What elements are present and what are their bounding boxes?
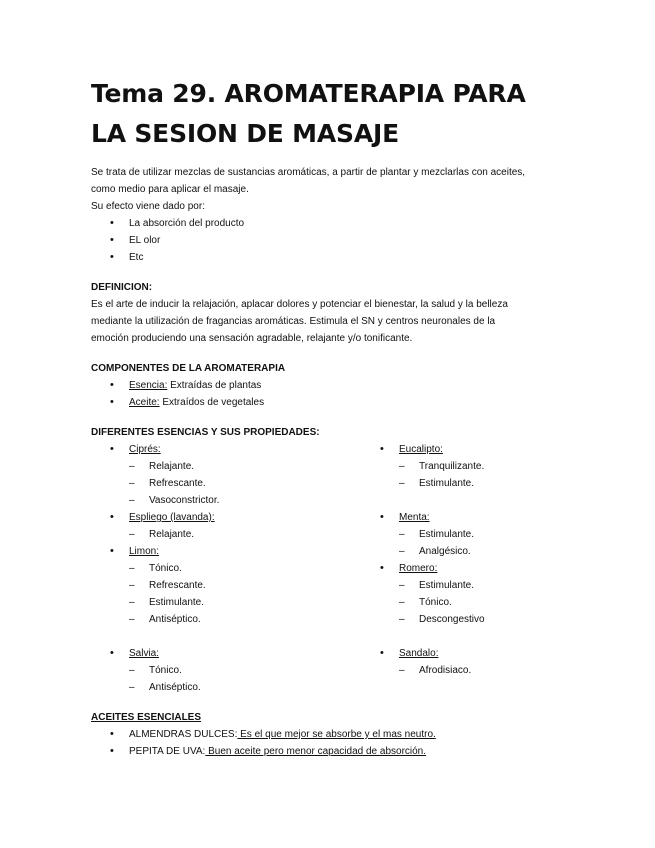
essence-item	[91, 509, 361, 543]
essence-name: Ciprés:	[129, 444, 161, 455]
essence-name: Romero:	[399, 563, 438, 574]
effects-list	[91, 215, 561, 266]
property-item: – Estimulante.	[399, 577, 561, 594]
essences-left-column	[91, 441, 361, 696]
essence-item	[91, 543, 361, 645]
component-term: Esencia:	[129, 380, 168, 391]
essences-right-column	[361, 441, 561, 696]
essence-properties	[129, 526, 361, 543]
section-heading: COMPONENTES DE LA AROMATERAPIA	[91, 363, 286, 374]
definition-line: Es el arte de inducir la relajación, aplacar dolores y potenciar el bienestar, la salud y la belleza	[91, 299, 508, 310]
essence-properties	[399, 458, 561, 492]
oil-desc: Buen aceite pero menor capacidad de absorción.	[205, 746, 427, 757]
oil-desc: Es el que mejor se absorbe y el mas neutro.	[237, 729, 436, 740]
components-list	[91, 377, 561, 411]
definition-line: emoción produciendo una sensación agradable, relajante y/o tonificante.	[91, 333, 413, 344]
essence-item	[91, 441, 361, 509]
essence-item	[361, 441, 561, 509]
components-section	[91, 360, 561, 411]
intro-section	[91, 164, 561, 266]
essence-properties	[129, 662, 361, 696]
property-item: – Relajante.	[129, 526, 361, 543]
property-item: – Refrescante.	[129, 577, 361, 594]
section-heading: DEFINICION:	[91, 282, 153, 293]
property-item: – Estimulante.	[399, 475, 561, 492]
oil-term: ALMENDRAS DULCES:	[129, 729, 238, 740]
section-heading: DIFERENTES ESENCIAS Y SUS PROPIEDADES:	[91, 427, 320, 438]
list-item: • Etc	[91, 249, 561, 266]
property-item: – Relajante.	[129, 458, 361, 475]
essence-item	[361, 509, 561, 560]
essence-item	[361, 645, 561, 679]
essence-name: Sandalo:	[399, 648, 439, 659]
essences-columns	[91, 441, 561, 696]
list-item: • La absorción del producto	[91, 215, 561, 232]
essence-properties	[129, 560, 361, 628]
property-item: – Estimulante.	[129, 594, 361, 611]
list-item: • EL olor	[91, 232, 561, 249]
definition-line: mediante la utilización de fragancias aromáticas. Estimula el SN y centros neuronales de la	[91, 316, 496, 327]
component-term: Aceite:	[129, 397, 160, 408]
property-item: – Refrescante.	[129, 475, 361, 492]
intro-line: Se trata de utilizar mezclas de sustancias aromáticas, a partir de plantar y mezclarlas con aceites,	[91, 167, 526, 178]
essence-item	[361, 560, 561, 645]
oil-term: PEPITA DE UVA:	[129, 746, 206, 757]
oils-section	[91, 709, 561, 760]
essence-name: Espliego (lavanda):	[129, 512, 215, 523]
oils-list	[91, 726, 561, 760]
property-item: – Tónico.	[129, 662, 361, 679]
property-item: – Tónico.	[399, 594, 561, 611]
intro-line: como medio para aplicar el masaje.	[91, 184, 249, 195]
list-item	[91, 377, 561, 394]
property-item: – Vasoconstrictor.	[129, 492, 361, 509]
component-desc: Extraídas de plantas	[167, 380, 262, 391]
document-page	[91, 74, 561, 760]
section-heading: ACEITES ESENCIALES	[91, 712, 202, 723]
essence-name: Limon:	[129, 546, 160, 557]
essence-item	[91, 645, 361, 696]
list-item	[91, 394, 561, 411]
essence-name: Salvia:	[129, 648, 160, 659]
property-item: – Analgésico.	[399, 543, 561, 560]
property-item: – Descongestivo	[399, 611, 561, 628]
essence-name: Menta:	[399, 512, 430, 523]
property-item: – Antiséptico.	[129, 611, 361, 628]
component-desc: Extraídos de vegetales	[159, 397, 265, 408]
property-item: – Afrodisiaco.	[399, 662, 561, 679]
essence-name: Eucalipto:	[399, 444, 443, 455]
page-title: Tema 29. AROMATERAPIA PARA LA SESION DE MASAJE	[91, 79, 526, 148]
essences-section	[91, 424, 561, 696]
list-item	[91, 726, 561, 743]
list-item	[91, 743, 561, 760]
essence-properties	[399, 577, 561, 628]
property-item: – Tónico.	[129, 560, 361, 577]
essence-properties	[399, 662, 561, 679]
property-item: – Estimulante.	[399, 526, 561, 543]
intro-line: Su efecto viene dado por:	[91, 201, 205, 212]
property-item: – Antiséptico.	[129, 679, 361, 696]
essence-properties	[399, 526, 561, 560]
definition-section	[91, 279, 561, 347]
property-item: – Tranquilizante.	[399, 458, 561, 475]
essence-properties	[129, 458, 361, 509]
